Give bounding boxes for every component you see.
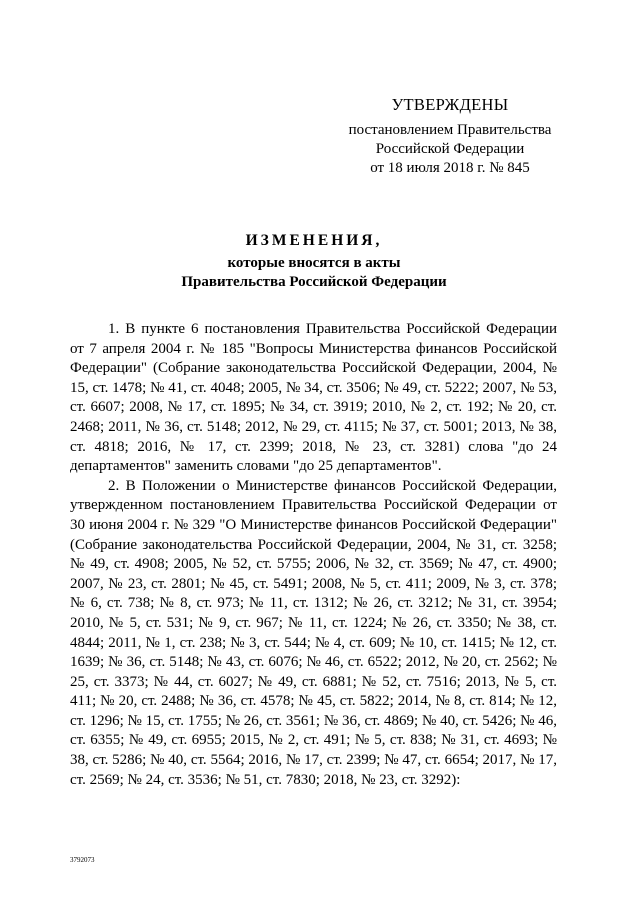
approval-line-1: постановлением Правительства xyxy=(348,122,552,138)
document-code: 3792073 xyxy=(70,856,95,864)
subtitle-line-2: Правительства Российской Федерации xyxy=(181,274,447,290)
approval-block xyxy=(330,95,570,178)
document-subtitle xyxy=(0,254,628,292)
approval-line-2: Российской Федерации xyxy=(375,141,525,157)
document-title: ИЗМЕНЕНИЯ, xyxy=(245,232,383,249)
document-body xyxy=(70,320,557,790)
paragraph-1: 1. В пункте 6 постановления Правительства Российской Федерации от 7 апреля 2004 г. № 185 "Вопросы Министерства финансов Российской Федерации" (Собрание законодательства Российской Федерации, 2004, № 15, ст. 1478; № 41, ст. 4048; 2005, № 34, ст. 3506; № 49, ст. 5222; 2007, № 53, ст. 6607; 2008, № 17, ст. 1895; № 34, ст. 3919; 2010, № 2, ст. 192; № 20, ст. 2468; 2011, № 36, ст. 5148; 2012, № 29, ст. 4115; № 37, ст. 5001; 2013, № 38, ст. 4818; 2016, № 17, ст. 2399; 2018, № 23, ст. 3281) слова "до 24 департаментов" заменить словами "до 25 департаментов". xyxy=(70,321,557,475)
subtitle-line-1: которые вносятся в акты xyxy=(227,255,401,271)
approval-heading: УТВЕРЖДЕНЫ xyxy=(391,95,509,114)
paragraph-2: 2. В Положении о Министерстве финансов Российской Федерации, утвержденном постановлением Правительства Российской Федерации от 30 июня 2004 г. № 329 "О Министерстве финансов Российской Федерации" (Собрание законодательства Российской Федерации, 2004, № 31, ст. 3258; № 49, ст. 4908; 2005, № 52, ст. 5755; 2006, № 32, ст. 3569; № 47, ст. 4900; 2007, № 23, ст. 2801; № 45, ст. 5491; 2008, № 5, ст. 411; 2009, № 3, ст. 378; № 6, ст. 738; № 8, ст. 973; № 11, ст. 1312; № 26, ст. 3212; № 31, ст. 3954; 2010, № 5, ст. 531; № 9, ст. 967; № 11, ст. 1224; № 26, ст. 3350; № 38, ст. 4844; 2011, № 1, ст. 238; № 3, ст. 544; № 4, ст. 609; № 10, ст. 1415; № 12, ст. 1639; № 36, ст. 5148; № 43, ст. 6076; № 46, ст. 6522; 2012, № 20, ст. 2562; № 25, ст. 3373; № 44, ст. 6027; № 49, ст. 6881; № 52, ст. 7516; 2013, № 5, ст. 411; № 20, ст. 2488; № 36, ст. 4578; № 45, ст. 5822; 2014, № 8, ст. 814; № 12, ст. 1296; № 15, ст. 1755; № 26, ст. 3561; № 36, ст. 4869; № 40, ст. 5426; № 46, ст. 6355; № 49, ст. 6955; 2015, № 2, ст. 491; № 5, ст. 838; № 31, ст. 4693; № 38, ст. 5286; № 40, ст. 5564; 2016, № 17, ст. 2399; № 47, ст. 6654; 2017, № 17, ст. 2569; № 24, ст. 3536; № 51, ст. 7830; 2018, № 23, ст. 3292): xyxy=(70,477,557,788)
approval-line-3: от 18 июля 2018 г. № 845 xyxy=(370,160,530,176)
